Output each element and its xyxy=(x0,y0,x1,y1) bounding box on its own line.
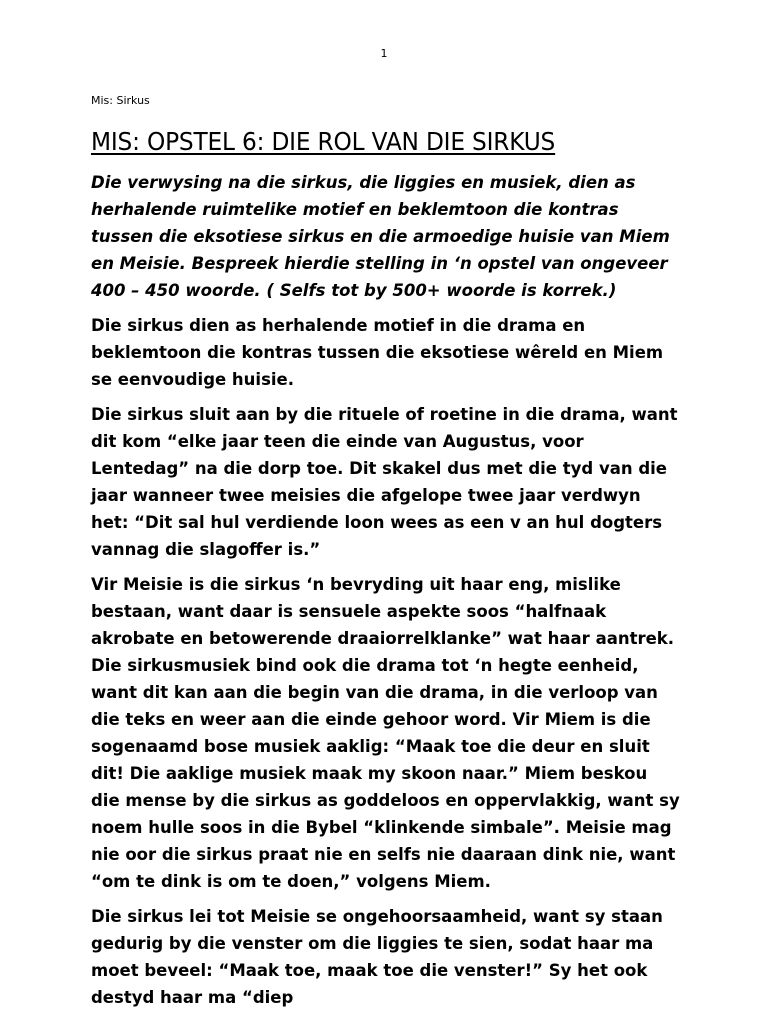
running-header: Mis: Sirkus xyxy=(91,94,150,107)
paragraph-1: Die sirkus dien as herhalende motief in die drama en beklemtoon die kontras tussen die eksotiese wêreld en Miem se eenvoudige huisie. xyxy=(91,316,664,389)
essay-prompt: Die verwysing na die sirkus, die liggies en musiek, dien as herhalende ruimtelike motief en beklemtoon die kontras tussen die eksotiese sirkus en die armoedige huisie van Miem en Meisie. Bespreek hierdie stelling in ‘n opstel van ongeveer 400 – 450 woorde. ( Selfs tot by 500+ woorde is korrek.) xyxy=(91,173,670,300)
paragraph-2: Die sirkus sluit aan by die rituele of roetine in die drama, want dit kom “elke jaar teen die einde van Augustus, voor Lentedag” na die dorp toe. Dit skakel dus met die tyd van die jaar wanneer twee meisies die afgelope twee jaar verdwyn het: “Dit sal hul verdiende loon wees as een v an hul dogters vannag die slagoffer is.” xyxy=(91,405,678,559)
document-body xyxy=(91,124,681,1019)
document-title: MIS: OPSTEL 6: DIE ROL VAN DIE SIRKUS xyxy=(91,127,556,156)
page-number: 1 xyxy=(380,47,388,60)
paragraph-4: Die sirkus lei tot Meisie se ongehoorsaamheid, want sy staan gedurig by die venster om die liggies te sien, sodat haar ma moet beveel: “Maak toe, maak toe die venster!” Sy het ook destyd haar ma “diep xyxy=(91,907,663,1007)
paragraph-3: Vir Meisie is die sirkus ‘n bevryding uit haar eng, mislike bestaan, want daar is sensuele aspekte soos “halfnaak akrobate en betowerende draaiorrelklanke” wat haar aantrek. Die sirkusmusiek bind ook die drama tot ‘n hegte eenheid, want dit kan aan die begin van die drama, in die verloop van die teks en weer aan die einde gehoor word. Vir Miem is die sogenaamd bose musiek aaklig: “Maak toe die deur en sluit dit! Die aaklige musiek maak my skoon naar.” Miem beskou die mense by die sirkus as goddeloos en oppervlakkig, want sy noem hulle soos in die Bybel “klinkende simbale”. Meisie mag nie oor die sirkus praat nie en selfs nie daaraan dink nie, want “om te dink is om te doen,” volgens Miem. xyxy=(91,575,680,891)
